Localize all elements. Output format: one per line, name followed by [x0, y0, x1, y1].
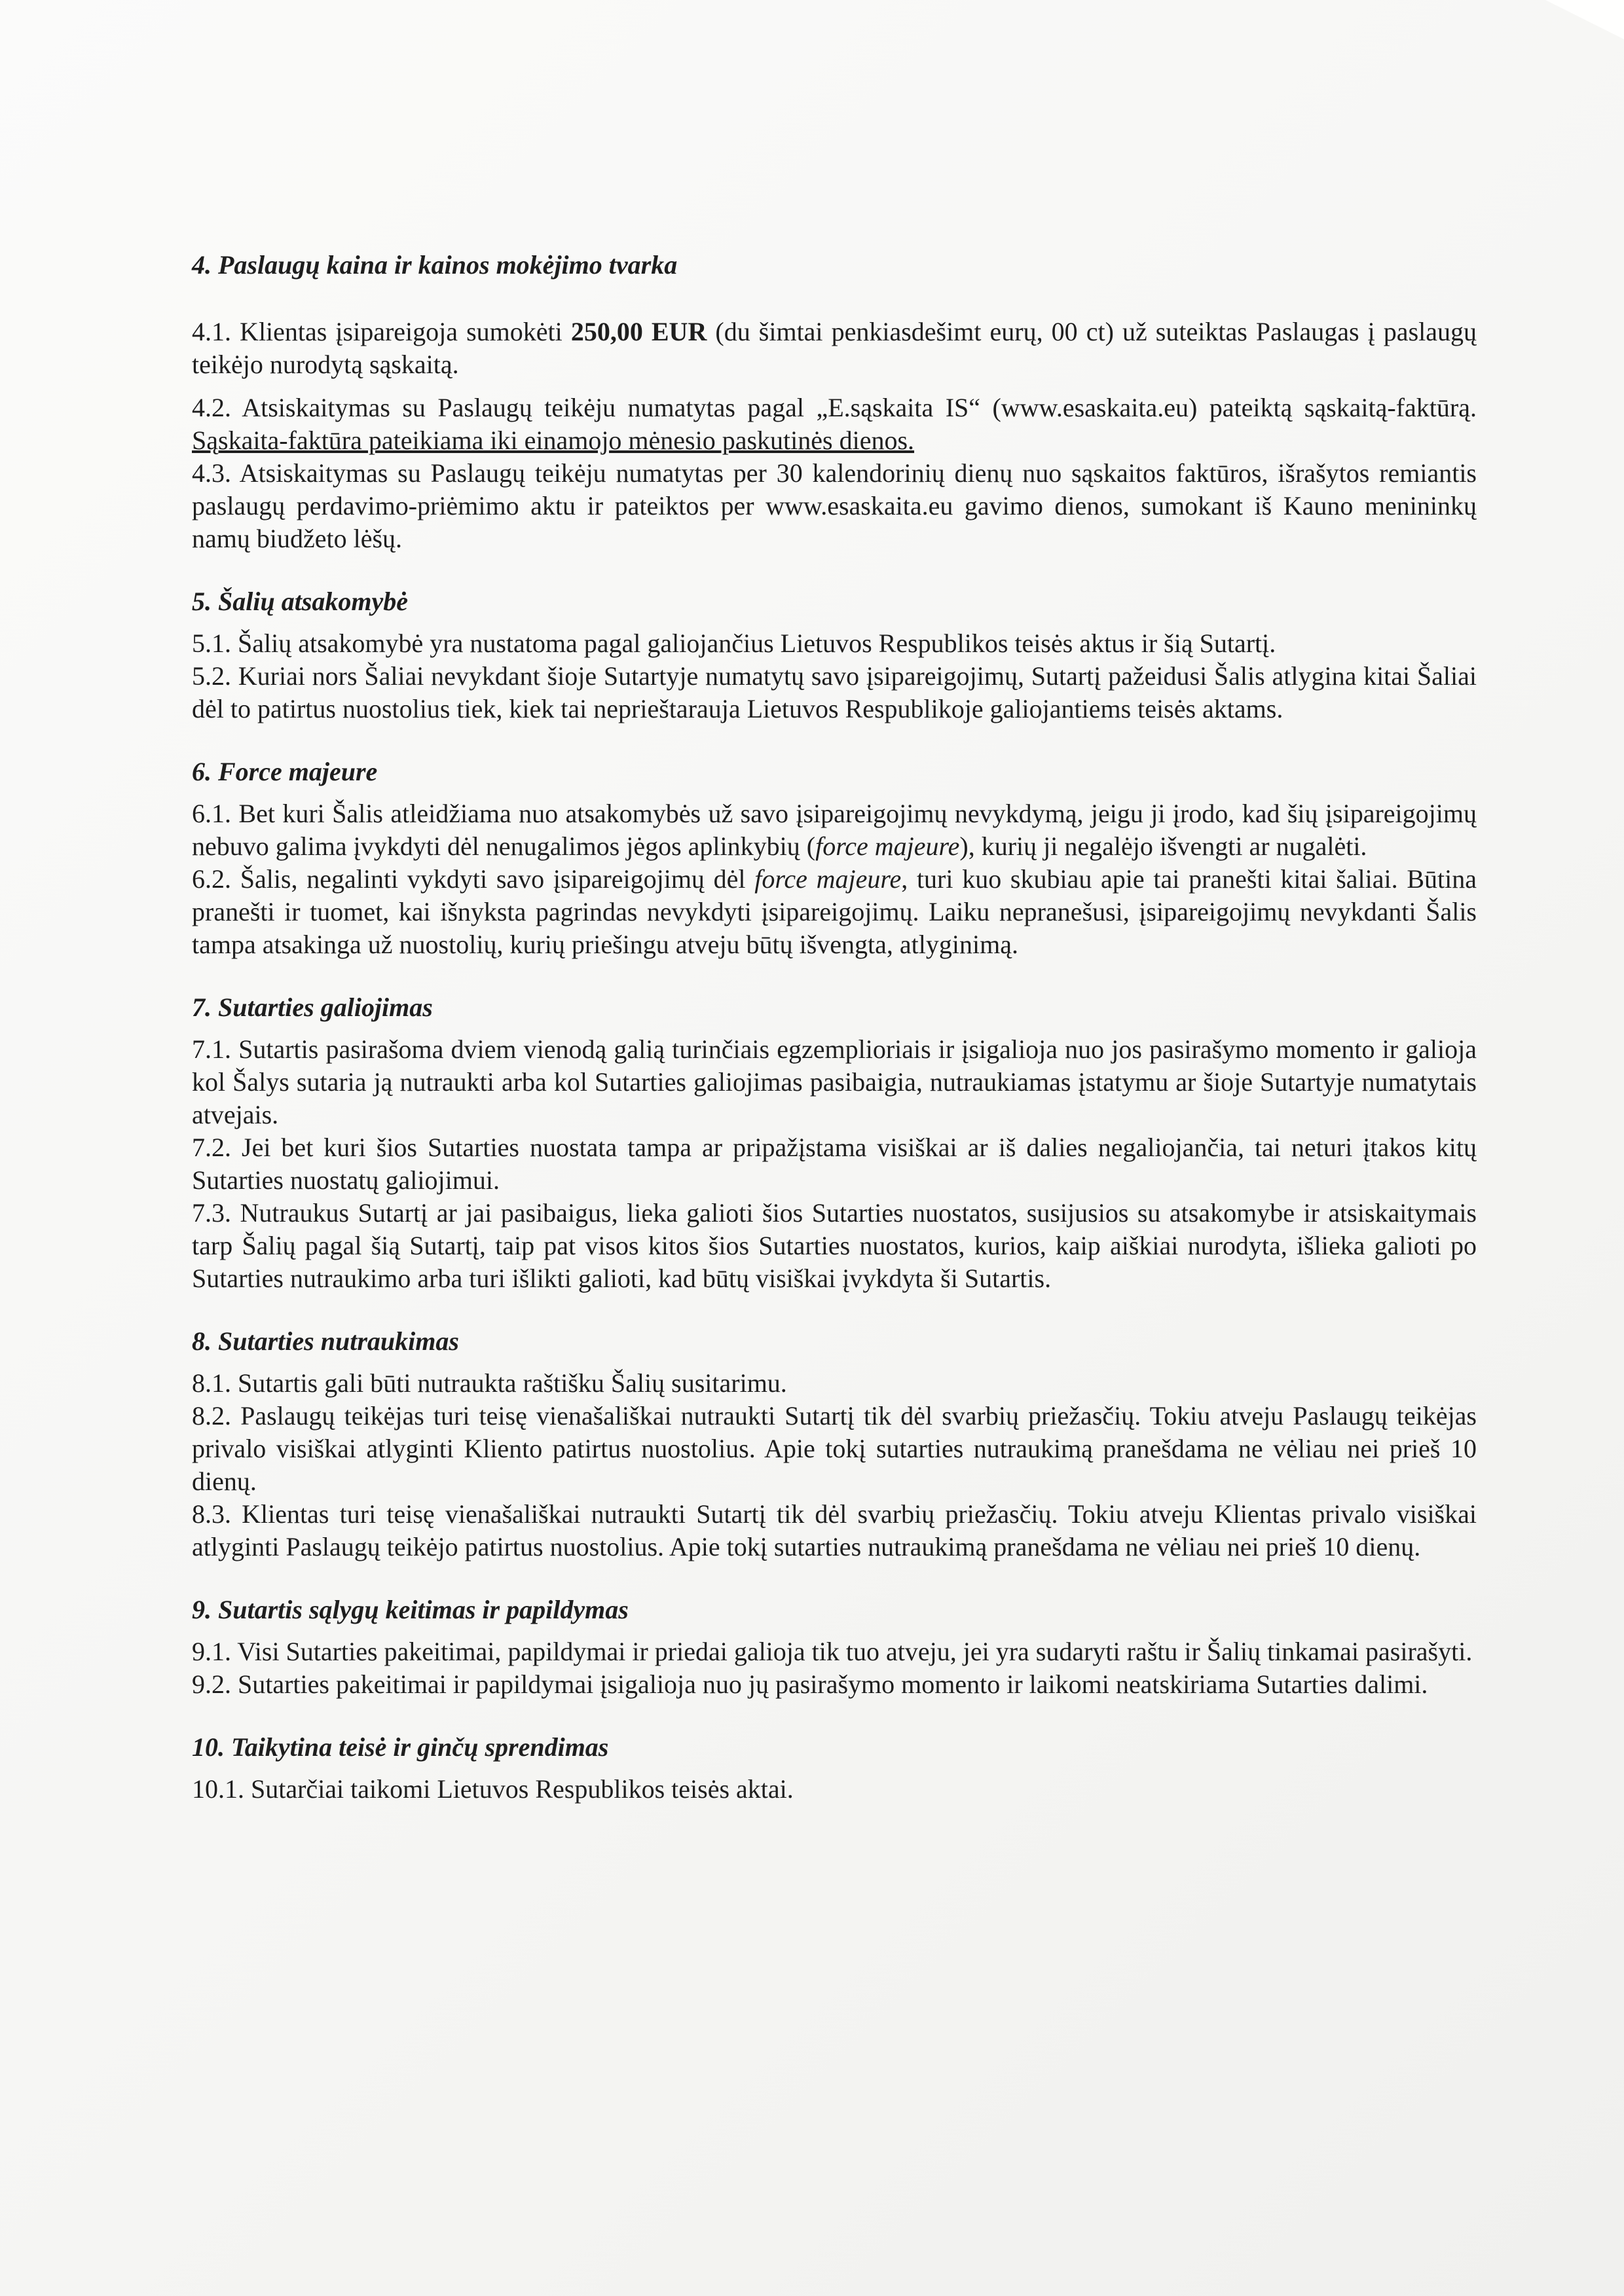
clause-7-2: 7.2. Jei bet kuri šios Sutarties nuostata tampa ar pripažįstama visiškai ar iš dalies negaliojančia, tai neturi įtakos kitų Sutarties nuostatų galiojimui. — [192, 1133, 1477, 1195]
clause-4-2 — [192, 392, 1477, 457]
section-5 — [192, 585, 1477, 725]
clause-6-1-italic: force majeure — [815, 831, 960, 861]
clause-4-1-text-a: 4.1. Klientas įsipareigoja sumokėti — [192, 317, 571, 346]
clause-6-1 — [192, 797, 1477, 863]
section-9 — [192, 1594, 1477, 1701]
clause-7-1: 7.1. Sutartis pasirašoma dviem vienodą galią turinčiais egzemplioriais ir įsigalioja nuo jos pasirašymo momento ir galioja kol Šalys sutaria ją nutraukti arba kol Sutarties galiojimas pasibaigia, nutraukiamas įstatymu ar šioje Sutartyje numatytais atvejais. — [192, 1034, 1477, 1129]
clause-6-2-text-a: 6.2. Šalis, negalinti vykdyti savo įsipareigojimų dėl — [192, 864, 755, 894]
clause-4-1 — [192, 316, 1477, 381]
clause-6-2-text-b: , turi kuo skubiau apie tai pranešti kitai šaliai. Būtina pranešti ir tuomet, kai išnyksta pagrindas nevykdyti įsipareigojimų. Laiku nepranešusi, įsipareigojimų nevykdanti Šalis tampa atsakinga už nuostolių, kurių priešingu atveju būtų išvengta, atlyginimą. — [192, 864, 1477, 959]
section-10-title: 10. Taikytina teisė ir ginčų sprendimas — [192, 1732, 609, 1762]
section-6 — [192, 756, 1477, 961]
section-4-title: 4. Paslaugų kaina ir kainos mokėjimo tvarka — [192, 250, 678, 280]
payment-amount: 250,00 EUR — [570, 317, 707, 346]
clause-6-1-text-b: ), kurių ji negalėjo išvengti ar nugalėti. — [959, 831, 1367, 861]
clause-6-1-text-a: 6.1. Bet kuri Šalis atleidžiama nuo atsakomybės už savo įsipareigojimų nevykdymą, jeigu ji įrodo, kad šių įsipareigojimų nebuvo galima įvykdyti dėl nenugalimos jėgos aplinkybių ( — [192, 799, 1477, 861]
clause-6-2 — [192, 863, 1477, 961]
clause-8-2: 8.2. Paslaugų teikėjas turi teisę vienašališkai nutraukti Sutartį tik dėl svarbių priežasčių. Tokiu atveju Paslaugų teikėjas privalo visiškai atlyginti Kliento patirtus nuostolius. Apie tokį sutarties nutraukimą pranešdama ne vėliau nei prieš 10 dienų. — [192, 1401, 1477, 1496]
clause-5-2: 5.2. Kuriai nors Šaliai nevykdant šioje Sutartyje numatytų savo įsipareigojimų, Sutartį pažeidusi Šalis atlygina kitai Šaliai dėl to patirtus nuostolius tiek, kiek tai neprieštarauja Lietuvos Respublikoje galiojantiems teisės aktams. — [192, 661, 1477, 723]
clause-5-1: 5.1. Šalių atsakomybė yra nustatoma pagal galiojančius Lietuvos Respublikos teisės aktus ir šią Sutartį. — [192, 629, 1276, 658]
clause-6-2-italic: force majeure — [754, 864, 902, 894]
clause-4-2-text: 4.2. Atsiskaitymas su Paslaugų teikėju numatytas pagal „E.sąskaita IS“ (www.esaskaita.eu) pateiktą sąskaitą-faktūrą. — [192, 393, 1477, 422]
clause-4-3: 4.3. Atsiskaitymas su Paslaugų teikėju numatytas per 30 kalendorinių dienų nuo sąskaitos faktūros, išrašytos remiantis paslaugų perdavimo-priėmimo aktu ir pateiktos per www.esaskaita.eu gavimo dienos, sumokant iš Kauno menininkų namų biudžeto lėšų. — [192, 458, 1477, 553]
section-7-title: 7. Sutarties galiojimas — [192, 993, 433, 1022]
section-8-title: 8. Sutarties nutraukimas — [192, 1326, 459, 1356]
clause-7-3: 7.3. Nutraukus Sutartį ar jai pasibaigus, lieka galioti šios Sutarties nuostatos, susijusios su atsakomybe ir atsiskaitymais tarp Šalių pagal šią Sutartį, taip pat visos kitos šios Sutarties nuostatos, kurios, kaip aiškiai nurodyta, išlieka galioti po Sutarties nutraukimo arba turi išlikti galioti, kad būtų visiškai įvykdyta ši Sutartis. — [192, 1198, 1477, 1293]
clause-8-3: 8.3. Klientas turi teisę vienašališkai nutraukti Sutartį tik dėl svarbių priežasčių. Tokiu atveju Klientas privalo visiškai atlyginti Paslaugų teikėjo patirtus nuostolius. Apie tokį sutarties nutraukimą pranešdama ne vėliau nei prieš 10 dienų. — [192, 1499, 1477, 1561]
invoice-deadline-note: Sąskaita-faktūra pateikiama iki einamojo mėnesio paskutinės dienos. — [192, 426, 915, 455]
section-5-title: 5. Šalių atsakomybė — [192, 587, 409, 616]
section-10 — [192, 1731, 1477, 1806]
clause-8-1: 8.1. Sutartis gali būti nutraukta raštišku Šalių susitarimu. — [192, 1368, 787, 1398]
section-6-title: 6. Force majeure — [192, 757, 378, 786]
clause-4-1-text-b: (du šimtai penkiasdešimt eurų, 00 ct) už suteiktas Paslaugas į paslaugų teikėjo nurodytą sąskaitą. — [192, 317, 1477, 379]
section-8 — [192, 1325, 1477, 1563]
clause-9-2: 9.2. Sutarties pakeitimai ir papildymai įsigalioja nuo jų pasirašymo momento ir laikomi neatskiriama Sutarties dalimi. — [192, 1669, 1428, 1699]
section-9-title: 9. Sutartis sąlygų keitimas ir papildymas — [192, 1595, 629, 1624]
clause-10-1: 10.1. Sutarčiai taikomi Lietuvos Respublikos teisės aktai. — [192, 1774, 794, 1804]
document-body — [192, 249, 1477, 1836]
page-corner-fold — [1545, 0, 1624, 39]
clause-9-1: 9.1. Visi Sutarties pakeitimai, papildymai ir priedai galioja tik tuo atveju, jei yra sudaryti raštu ir Šalių tinkamai pasirašyti. — [192, 1637, 1473, 1666]
section-7 — [192, 991, 1477, 1295]
section-4 — [192, 249, 1477, 555]
